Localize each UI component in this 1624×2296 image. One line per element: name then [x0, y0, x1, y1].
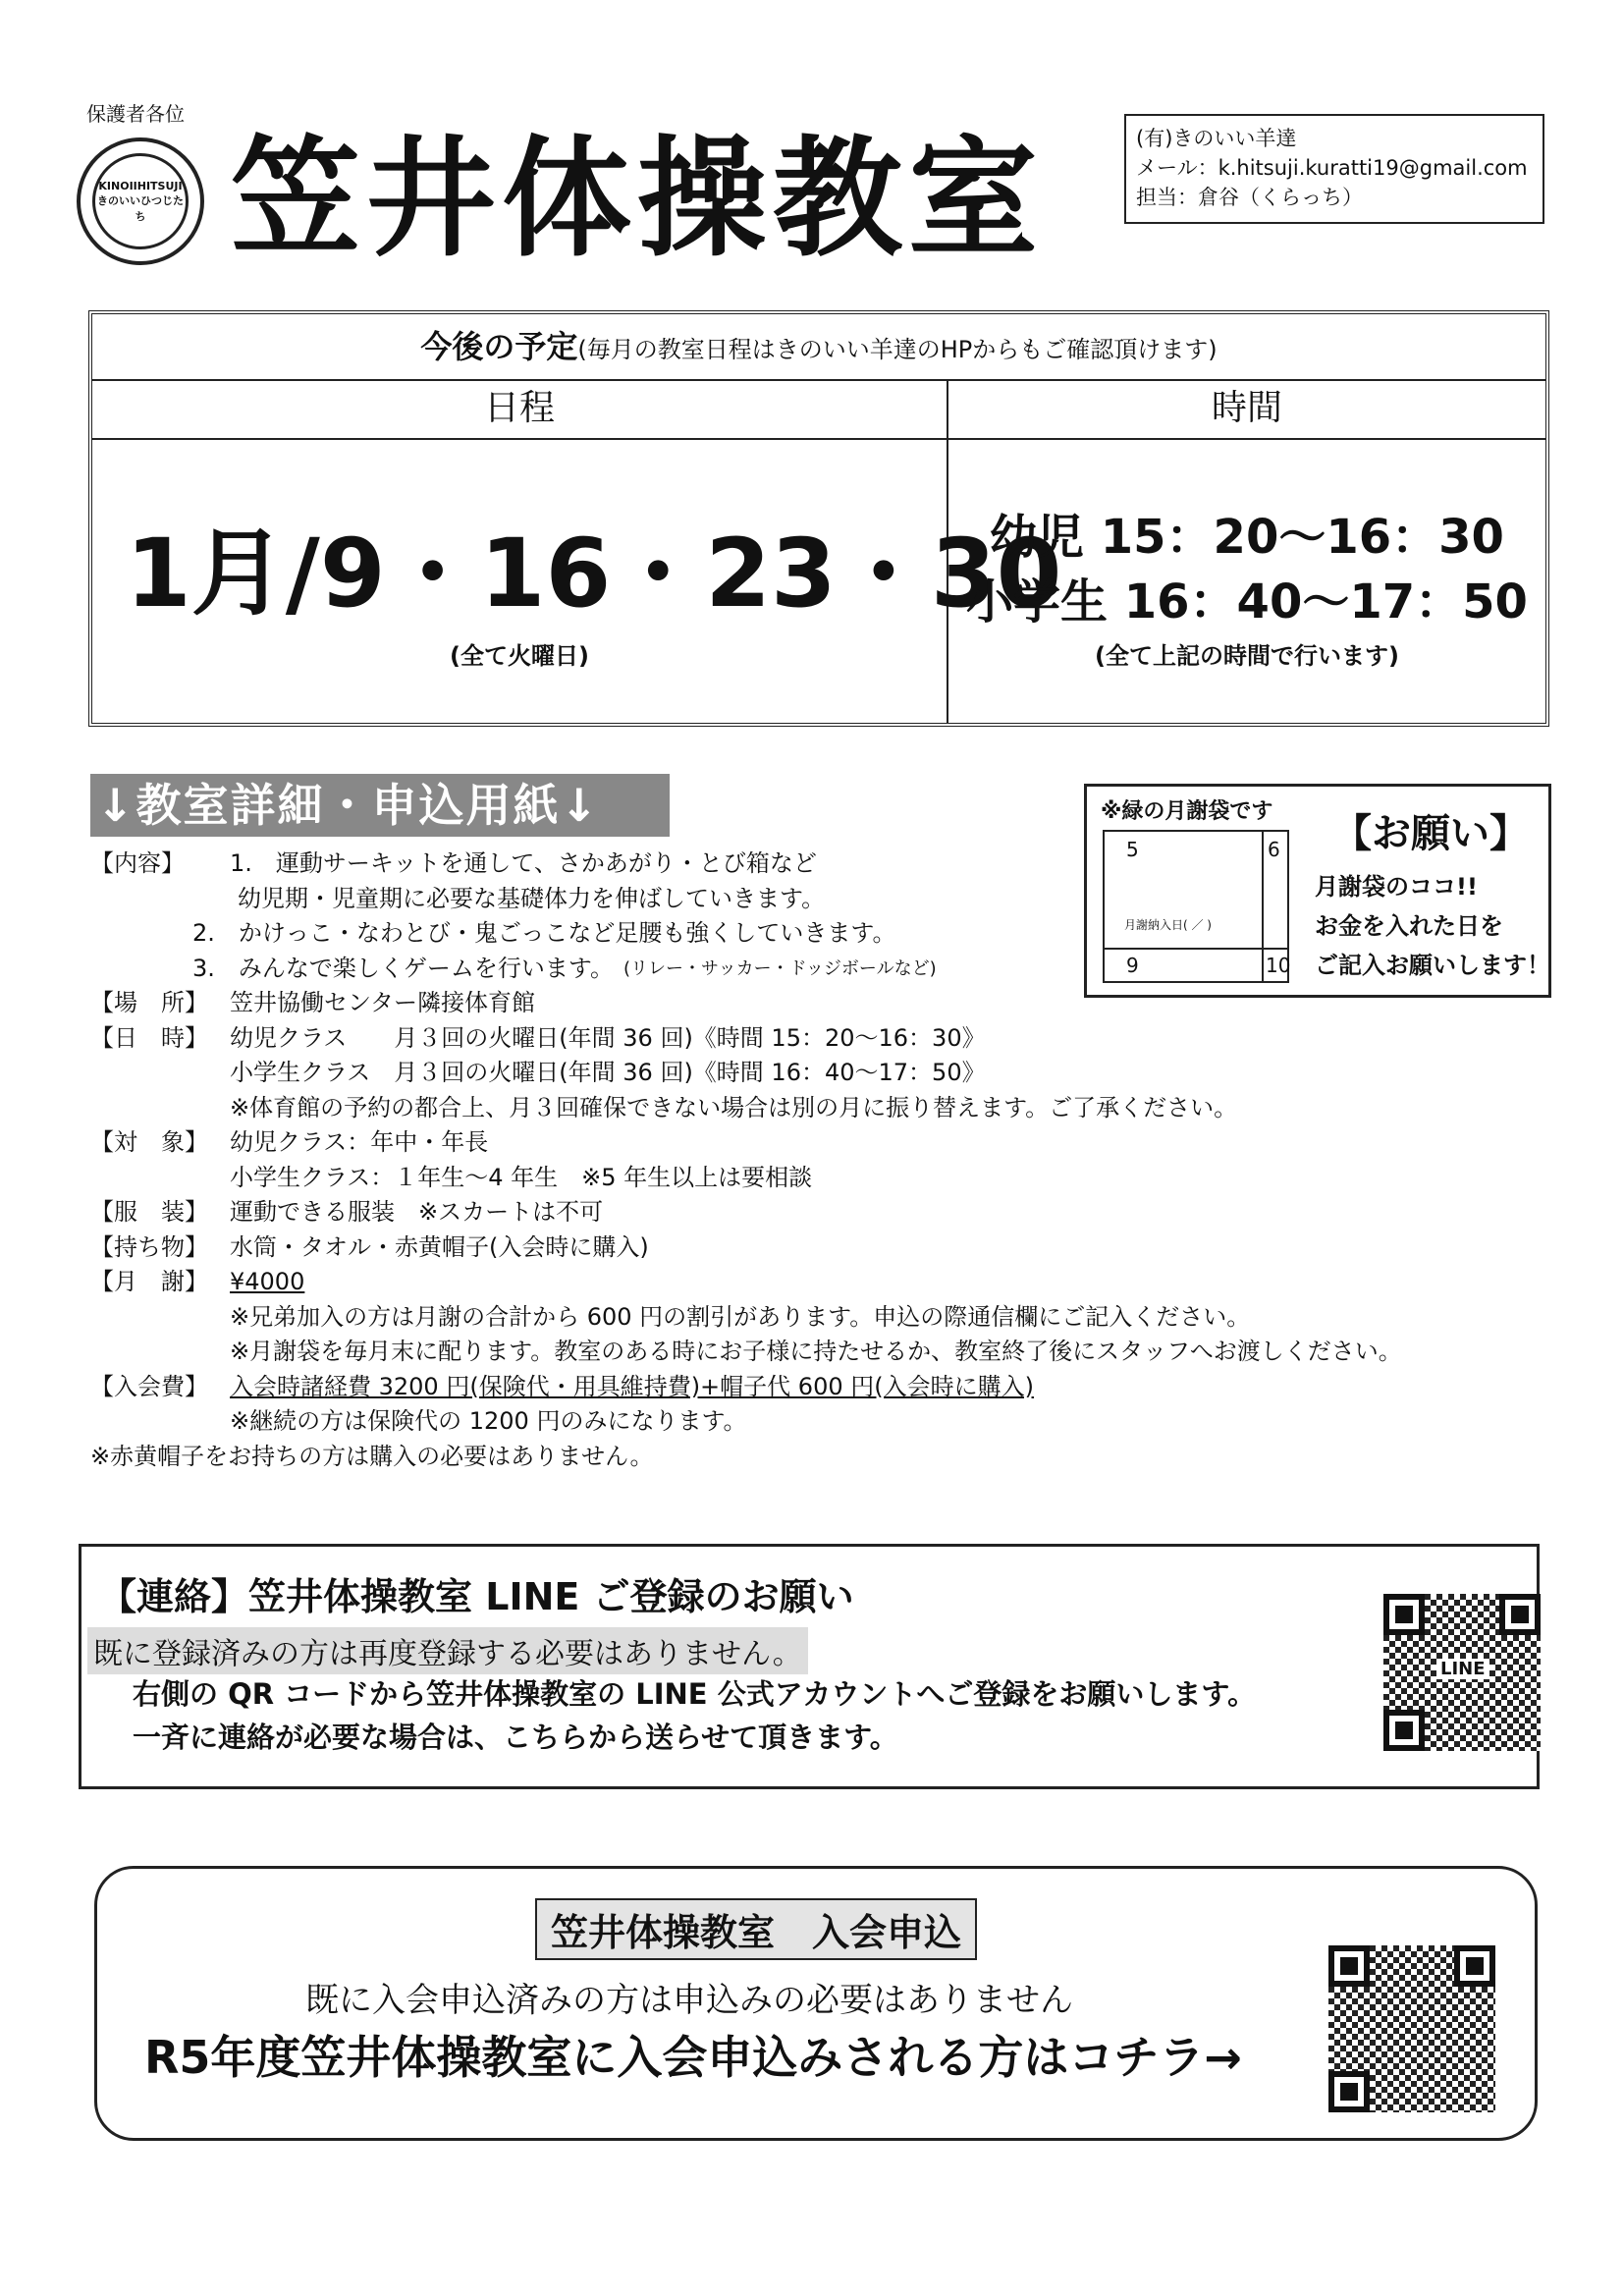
details-label: 【対 象】	[90, 1128, 208, 1156]
details-label: 【日 時】	[90, 1023, 208, 1052]
details-row	[90, 1056, 1563, 1091]
details-text: 小学生クラス 月３回の火曜日(年間 36 回)《時間 16：40〜17：50》	[230, 1059, 986, 1086]
schedule-table	[88, 310, 1549, 727]
details-text: ※赤黄帽子をお持ちの方は購入の必要はありません。	[90, 1442, 654, 1470]
envelope-number: 5	[1126, 838, 1139, 861]
details-banner: ↓教室詳細・申込用紙↓	[90, 774, 670, 837]
line-registration-box	[79, 1544, 1540, 1789]
line-instruction-1: 右側の QR コードから笠井体操教室の LINE 公式アカウントへご登録をお願いします。	[133, 1677, 1257, 1711]
qr-finder	[1383, 1594, 1425, 1635]
details-text: ※体育館の予約の都合上、月３回確保できない場合は別の月に振り替えます。ご了承ください。	[230, 1093, 1238, 1121]
application-main-text: R5年度笠井体操教室に入会申込みされる方はコチラ→	[144, 2031, 1242, 2084]
details-row	[90, 1161, 1563, 1196]
application-note: 既に入会申込済みの方は申込みの必要はありません	[305, 1981, 1073, 2020]
application-box	[94, 1866, 1538, 2141]
contact-company: (有)きのいい羊達	[1136, 127, 1297, 150]
details-row	[90, 1404, 1563, 1440]
envelope-number: 6	[1268, 838, 1280, 861]
details-text: 1. 運動サーキットを通して、さかあがり・とび箱など	[230, 849, 817, 877]
details-row	[90, 1370, 1563, 1405]
envelope-illustration	[1103, 830, 1289, 983]
envelope-field: 月謝納入日( ／ )	[1124, 918, 1212, 932]
column-header-date: 日程	[92, 379, 948, 440]
envelope-number: 9	[1126, 954, 1139, 977]
column-header-time: 時間	[948, 379, 1545, 440]
contact-person: 担当：倉谷（くらっち）	[1136, 186, 1363, 209]
time-infant: 幼児 15：20〜16：30	[990, 510, 1504, 565]
details-row	[90, 1440, 1563, 1475]
logo-icon	[77, 137, 204, 265]
details-text: 運動できる服装 ※スカートは不可	[230, 1198, 604, 1226]
schedule-heading-title: 今後の予定	[420, 328, 578, 365]
recipient-label: 保護者各位	[86, 102, 185, 126]
details-text: 幼児クラス：年中・年長	[230, 1128, 489, 1156]
line-note: 既に登録済みの方は再度登録する必要はありません。	[87, 1627, 808, 1674]
details-small-note: (リレー・サッカー・ドッジボールなど)	[623, 957, 937, 979]
details-label: 【内容】	[90, 849, 185, 877]
qr-finder	[1328, 1945, 1370, 1987]
details-row	[90, 1335, 1563, 1370]
details-row	[90, 1125, 1563, 1161]
request-line: お金を入れた日を	[1315, 912, 1503, 940]
line-title: 【連絡】笠井体操教室 LINE ご登録のお願い	[99, 1575, 854, 1618]
details-text: 笠井協働センター隣接体育館	[230, 989, 536, 1016]
qr-finder	[1454, 1945, 1495, 1987]
details-text: ※兄弟加入の方は月謝の合計から 600 円の割引があります。申込の際通信欄にご記入ください。	[230, 1302, 1251, 1331]
contact-email[interactable]: メール：k.hitsuji.kuratti19@gmail.com	[1136, 156, 1528, 180]
details-row	[90, 1265, 1563, 1300]
schedule-dates-note: (全て火曜日)	[450, 642, 589, 670]
envelope-divider	[1105, 948, 1287, 950]
details-text: 3. みんなで楽しくゲームを行います。	[192, 954, 614, 982]
qr-finder	[1328, 2071, 1370, 2112]
details-text: 小学生クラス：１年生〜4 年生 ※5 年生以上は要相談	[230, 1163, 813, 1191]
contact-box	[1124, 114, 1544, 224]
details-label: 【服 装】	[90, 1198, 208, 1226]
schedule-heading-sub: (毎月の教室日程はきのいい羊達のHPからもご確認頂けます)	[577, 336, 1218, 363]
time-elementary: 小学生 16：40〜17：50	[966, 574, 1528, 629]
details-row	[90, 1300, 1563, 1336]
schedule-dates: 1月/9・16・23・30	[126, 519, 1062, 629]
details-text: 幼児期・児童期に必要な基礎体力を伸ばしていきます。	[238, 884, 826, 912]
envelope-divider	[1262, 832, 1264, 981]
request-line: 月謝袋のココ!!	[1315, 873, 1478, 901]
qr-finder	[1499, 1594, 1541, 1635]
request-title: 【お願い】	[1332, 811, 1529, 856]
request-body	[1315, 867, 1550, 985]
schedule-heading	[92, 314, 1545, 381]
details-row	[90, 1195, 1563, 1230]
line-qr-code[interactable]	[1383, 1594, 1541, 1751]
line-qr-label: LINE	[1436, 1659, 1489, 1679]
logo-text: KINOIIHITSUJI きのいいひつじたち	[92, 153, 189, 249]
details-text: 2. かけっこ・なわとび・鬼ごっこなど足腰も強くしていきます。	[192, 919, 896, 947]
qr-finder	[1383, 1710, 1425, 1751]
details-row	[90, 1091, 1563, 1126]
envelope-label: ※緑の月謝袋です	[1101, 799, 1273, 824]
details-label: 【月 謝】	[90, 1268, 208, 1295]
request-box	[1084, 784, 1551, 998]
date-cell	[92, 440, 1062, 723]
time-note: (全て上記の時間で行います)	[1095, 642, 1399, 670]
details-text: 入会時諸経費 3200 円(保険代・用具維持費)+帽子代 600 円(入会時に購入)	[230, 1372, 1034, 1400]
details-row	[90, 1021, 1563, 1057]
application-title: 笠井体操教室 入会申込	[535, 1898, 977, 1960]
details-text: ¥4000	[230, 1268, 305, 1295]
details-label: 【入会費】	[90, 1372, 208, 1400]
details-label: 【場 所】	[90, 989, 208, 1016]
page-title: 笠井体操教室	[231, 124, 1044, 275]
line-instruction-2: 一斉に連絡が必要な場合は、こちらから送らせて頂きます。	[133, 1721, 898, 1754]
details-text: 水筒・タオル・赤黄帽子(入会時に購入)	[230, 1232, 649, 1261]
details-label: 【持ち物】	[90, 1232, 208, 1261]
application-qr-code[interactable]	[1328, 1945, 1495, 2112]
envelope-number: 10	[1266, 954, 1291, 977]
request-line: ご記入お願いします！	[1315, 952, 1550, 979]
details-text: ※継続の方は保険代の 1200 円のみになります。	[230, 1407, 747, 1435]
time-cell	[948, 440, 1545, 723]
details-text: 幼児クラス 月３回の火曜日(年間 36 回)《時間 15：20〜16：30》	[230, 1023, 986, 1052]
details-text: ※月謝袋を毎月末に配ります。教室のある時にお子様に持たせるか、教室終了後にスタッフへお渡しください。	[230, 1338, 1402, 1365]
details-row	[90, 1230, 1563, 1266]
